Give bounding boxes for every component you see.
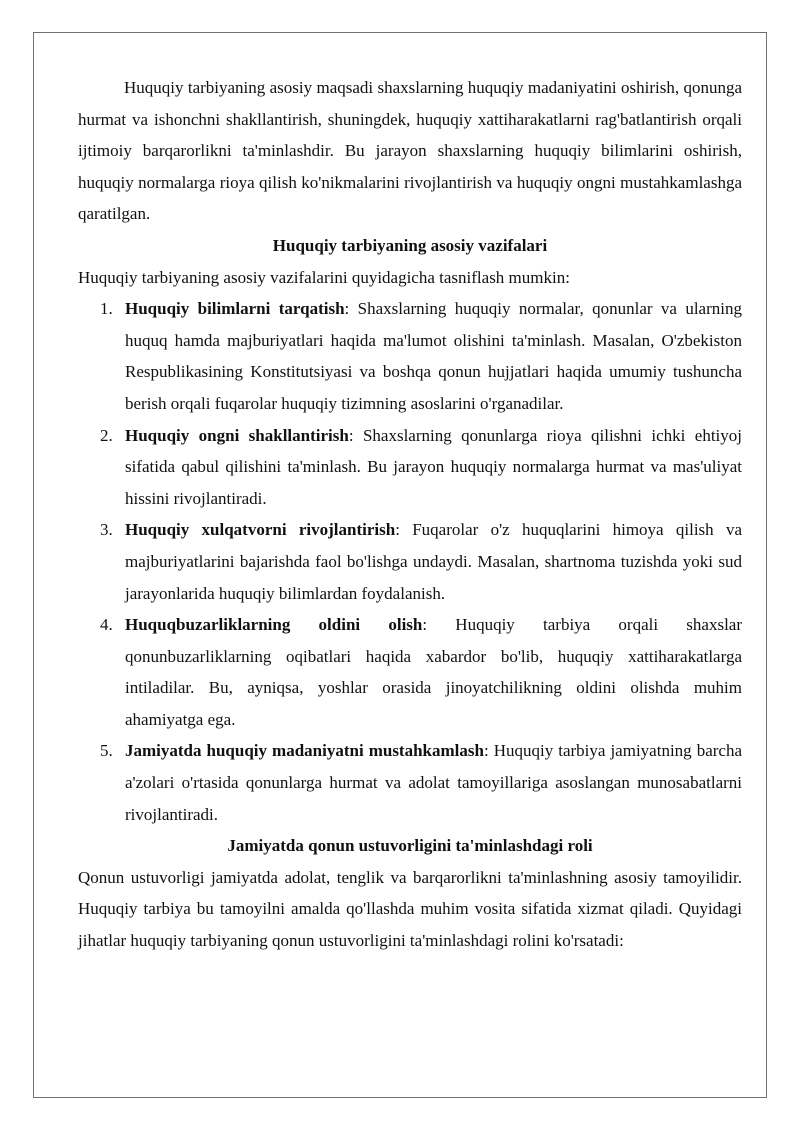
list-item [78, 420, 742, 515]
list-item-number: 5. [100, 741, 113, 761]
list-item [78, 735, 742, 830]
list-item-text: : Shaxslarning huquqiy normalar, qonunlar va ularning huquq hamda majburiyatlari haqida ma'lumot olishini ta'minlash. Masalan, O'zbekiston Respublikasining Konstitutsiyasi va boshqa qonun hujjatlari haqida umumiy tushuncha berish orqali fuqarolar huquqiy tizimning asoslarini o'rganadilar. [125, 299, 742, 413]
tasks-lead-paragraph: Huquqiy tarbiyaning asosiy vazifalarini quyidagicha tasniflash mumkin: [78, 267, 570, 287]
list-item-title: Huquqiy bilimlarni tarqatish [125, 299, 345, 319]
list-item [78, 609, 742, 735]
list-item-number: 1. [100, 299, 113, 319]
list-item [78, 293, 742, 419]
list-item-number: 2. [100, 425, 113, 445]
list-item-text: : Shaxslarning qonunlarga rioya qilishni ichki ehtiyoj sifatida qabul qilishini ta'minlash. Bu jarayon huquqiy normalarga hurmat va mas'uliyat hissini rivojlantiradi. [125, 425, 743, 508]
list-item-text: : Huquqiy tarbiya orqali shaxslar qonunbuzarliklarning oqibatlari haqida xabardor bo'lib, huquqiy xattiharakatlarga intiladilar. Bu, ayniqsa, yoshlar orasida jinoyatchilikning oldini olishda muhim ahamiyatga ega. [125, 615, 742, 729]
intro-paragraph: Huquqiy tarbiyaning asosiy maqsadi shaxslarning huquqiy madaniyatini oshirish, qonunga hurmat va ishonchni shakllantirish, shuningdek, huquqiy xattiharakatlarni rag'batlantirish orqali ijtimoiy barqarorlikni ta'minlashdir. Bu jarayon shaxslarning huquqiy bilimlarini oshirish, huquqiy normalarga rioya qilish ko'nikmalarini rivojlantirish va huquqiy ongni mustahkamlashga qaratilgan. [78, 78, 742, 224]
list-item-title: Huquqiy xulqatvorni rivojlantirish [125, 520, 396, 540]
section-heading-rule-of-law: Jamiyatda qonun ustuvorligini ta'minlashdagi roli [227, 836, 593, 856]
document-body [78, 72, 742, 957]
list-item-number: 3. [100, 520, 113, 540]
list-item-number: 4. [100, 615, 113, 635]
rule-of-law-paragraph: Qonun ustuvorligi jamiyatda adolat, tenglik va barqarorlikni ta'minlashning asosiy tamoyilidir. Huquqiy tarbiya bu tamoyilni amalda qo'llashda muhim vosita sifatida xizmat qiladi. Quyidagi jihatlar huquqiy tarbiyaning qonun ustuvorligini ta'minlashdagi rolini ko'rsatadi: [78, 867, 742, 951]
section-heading-tasks: Huquqiy tarbiyaning asosiy vazifalari [272, 235, 548, 255]
list-item-text: : Huquqiy tarbiya jamiyatning barcha a'zolari o'rtasida qonunlarga hurmat va adolat tamoyillariga asoslangan munosabatlarni rivojlantiradi. [125, 741, 742, 824]
list-item-title: Huquqbuzarliklarning oldini olish [125, 615, 423, 635]
list-item-title: Huquqiy ongni shakllantirish [125, 425, 349, 445]
list-item [78, 514, 742, 609]
list-item-title: Jamiyatda huquqiy madaniyatni mustahkamlash [125, 741, 484, 761]
tasks-list [78, 293, 742, 830]
list-item-text: : Fuqarolar o'z huquqlarini himoya qilish va majburiyatlarini bajarishda faol bo'lishga undaydi. Masalan, shartnoma tuzishda yoki sud jarayonlarida huquqiy bilimlardan foydalanish. [125, 520, 742, 603]
